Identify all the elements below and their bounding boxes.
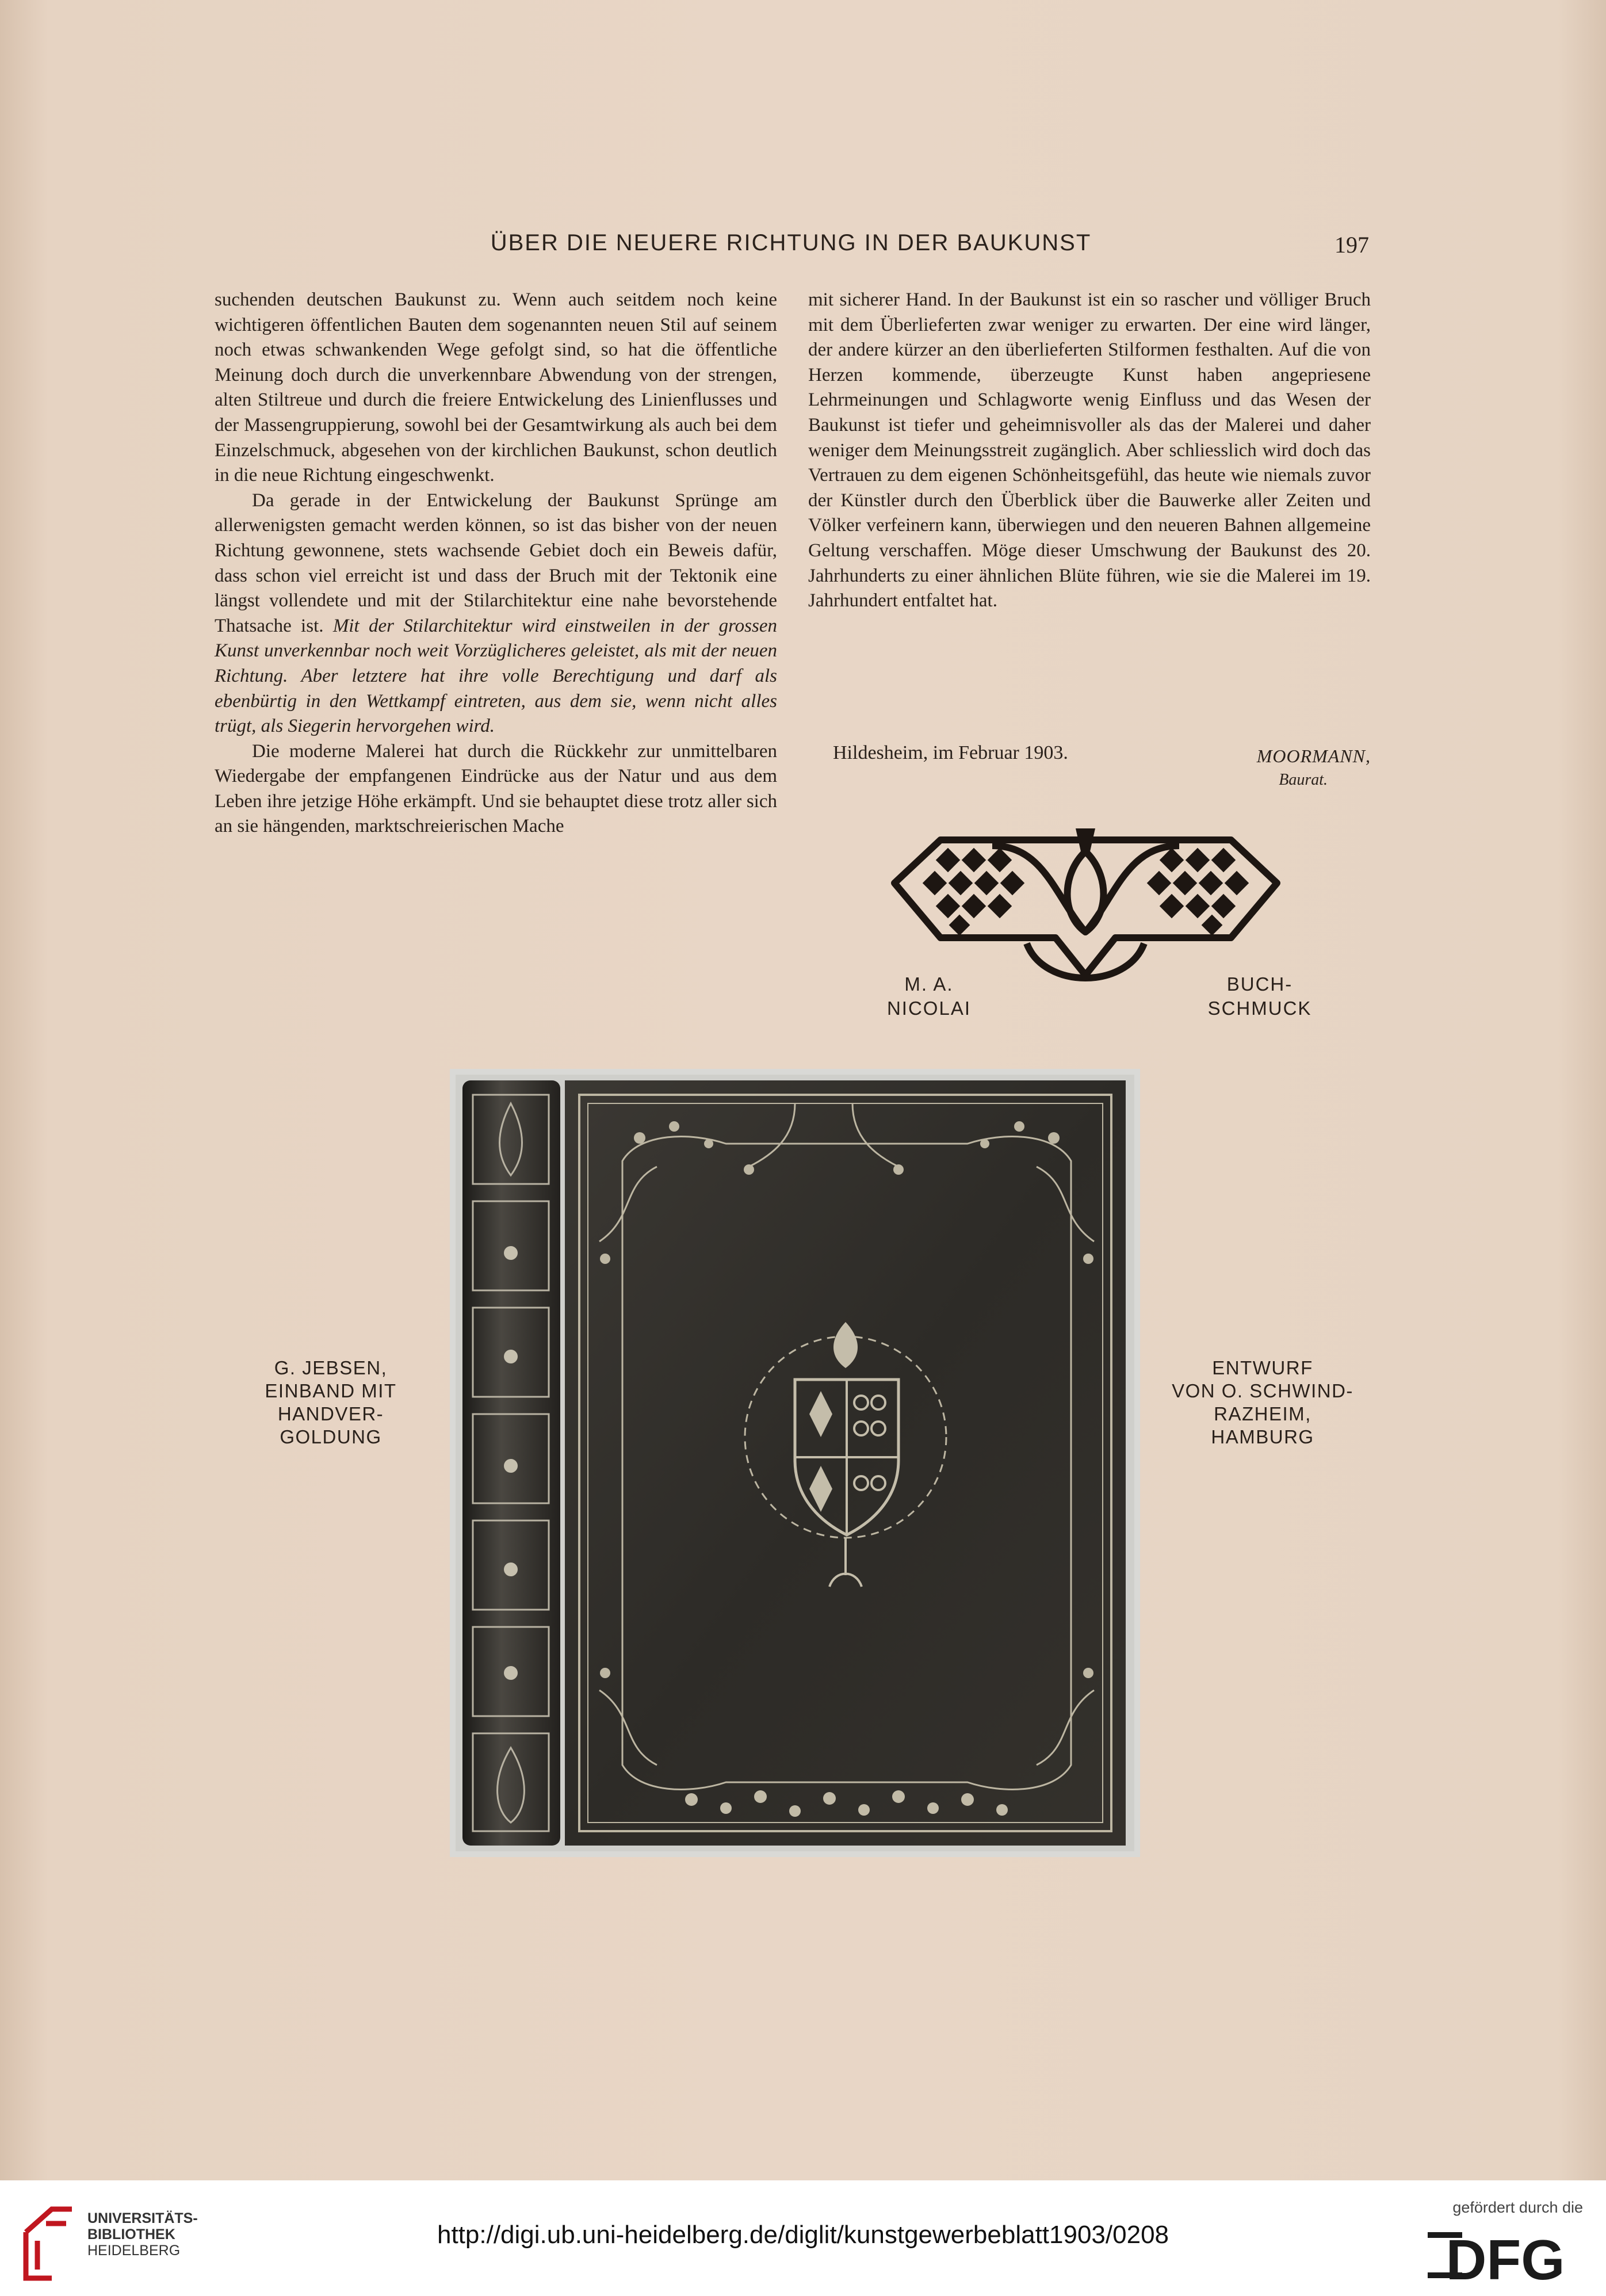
caption-line: ENTWURF <box>1212 1357 1313 1378</box>
paragraph-text: Da gerade in der Entwickelung der Baukunst Sprünge am allerwenigsten gemacht werden können, so ist das bisher von der neuen Richtung gewonnene, stets wachsende Gebiet doch ein Beweis dafür, dass schon viel erreicht ist und dass der Bruch mit der Tektonik eine längst vollendete und mit der Stilarchitektur eine nahe bevorstehende Thatsache ist. <box>215 490 777 636</box>
italic-emphasis: Mit der Stilarchitektur wird einstweilen in der grossen Kunst unverkennbar noch weit Vorzüglicheres geleistet, als mit der neuen Richtung. Aber letztere hat ihre volle Berechtigung und darf als ebenbürtig in den Wettkampf eintreten, aus dem sie, wenn nicht alles trügt, als Siegerin hervorgehen wird. <box>215 615 778 737</box>
page-number: 197 <box>1334 232 1369 258</box>
author-name: MOORMANN, <box>1256 746 1371 766</box>
caption-line: GOLDUNG <box>280 1426 382 1447</box>
paragraph <box>215 488 777 739</box>
ornament-caption-left <box>860 972 998 1021</box>
signature-block <box>833 742 1371 800</box>
diamond-pattern-left <box>923 848 1024 936</box>
caption-line: HAMBURG <box>1211 1426 1314 1447</box>
caption-line: EINBAND MIT <box>265 1380 397 1401</box>
library-name-line: BIBLIOTHEK <box>87 2226 175 2242</box>
place-date: Hildesheim, im Februar 1903. <box>833 742 1068 763</box>
text-column-left <box>215 288 777 839</box>
caption-line: BUCH- <box>1226 973 1293 995</box>
caption-line: VON O. SCHWIND- <box>1172 1380 1353 1401</box>
book-binding-illustration <box>450 1069 1140 1857</box>
caption-line: SCHMUCK <box>1207 998 1312 1019</box>
dfg-logo-text: DFG <box>1446 2228 1565 2284</box>
text-column-right <box>808 288 1371 614</box>
caption-line: M. A. <box>904 973 954 995</box>
digitization-footer <box>0 2180 1606 2296</box>
library-name-line: HEIDELBERG <box>87 2242 181 2259</box>
author-rank: Baurat. <box>1279 771 1328 789</box>
ornament-caption-right <box>1185 972 1334 1021</box>
running-header <box>213 230 1369 265</box>
caption-line: RAZHEIM, <box>1214 1403 1311 1424</box>
diamond-pattern-right <box>1147 848 1249 936</box>
paragraph: Die moderne Malerei hat durch die Rückkehr zur unmittelbaren Wiedergabe der empfangenen Eindrücke aus der Natur und aus dem Leben ihre jetzige Höhe erkämpft. Und sie behauptet diese trotz aller sich an sie hängenden, marktschreierischen Mache <box>215 740 777 837</box>
book-cover <box>565 1080 1126 1846</box>
permalink-url[interactable]: http://digi.ub.uni-heidelberg.de/diglit/kunstgewerbeblatt1903/0208 <box>437 2221 1169 2249</box>
funded-by-label: gefördert durch die <box>1452 2199 1583 2216</box>
running-title: ÜBER DIE NEUERE RICHTUNG IN DER BAUKUNST <box>490 230 1092 255</box>
figure-caption-right <box>1156 1357 1369 1449</box>
book-binding-photo <box>450 1069 1140 1857</box>
library-name-line: UNIVERSITÄTS- <box>87 2210 198 2226</box>
caption-line: NICOLAI <box>886 998 972 1019</box>
book-spine <box>462 1080 560 1846</box>
figure-caption-left <box>247 1357 414 1449</box>
caption-line: G. JEBSEN, <box>274 1357 388 1378</box>
paragraph: mit sicherer Hand. In der Baukunst ist ein so rascher und völliger Bruch mit dem Überlieferten zwar weniger zu erwarten. Der eine wird länger, der andere kürzer an den überlieferten Stilformen festhalten. Auf die von Herzen kommende, überzeugte Kunst haben angepriesene Lehrmeinungen und Schlagworte wenig Einfluss und das Wesen der Baukunst ist tiefer und geheimnisvoller als das der Malerei und daher weniger dem Meinungsstreit zugänglich. Aber schliesslich wird doch das Vertrauen zu dem eigenen Schönheitsgefühl, das heute wie niemals zuvor der Künstler durch den Überblick über die Bauwerke aller Zeiten und Völker verfeinern kann, überwiegen und den neueren Bahnen allgemeine Geltung verschaffen. Möge dieser Umschwung der Baukunst des 20. Jahrhunderts zu einer ähnlichen Blüte führen, wie sie die Malerei im 19. Jahrhundert entfaltet hat. <box>808 289 1371 612</box>
paragraph: suchenden deutschen Baukunst zu. Wenn auch seitdem noch keine wichtigeren öffentlichen Bauten dem sogenannten neuen Stil auf seinem noch etwas schwankenden Wege gefolgt sind, so hat die öffentliche Meinung doch durch die unverkennbare Abwendung von der strengen, alten Stiltreue und durch die freiere Entwickelung des Linienflusses und der Massengruppierung, sowohl bei der Gesamtwirkung als auch bei dem Einzelschmuck, abgesehen von der kirchlichen Baukunst, schon deutlich in die neue Richtung eingeschwenkt. <box>215 289 777 486</box>
dfg-logo-icon <box>1428 2226 1583 2284</box>
caption-line: HANDVER- <box>277 1403 384 1424</box>
